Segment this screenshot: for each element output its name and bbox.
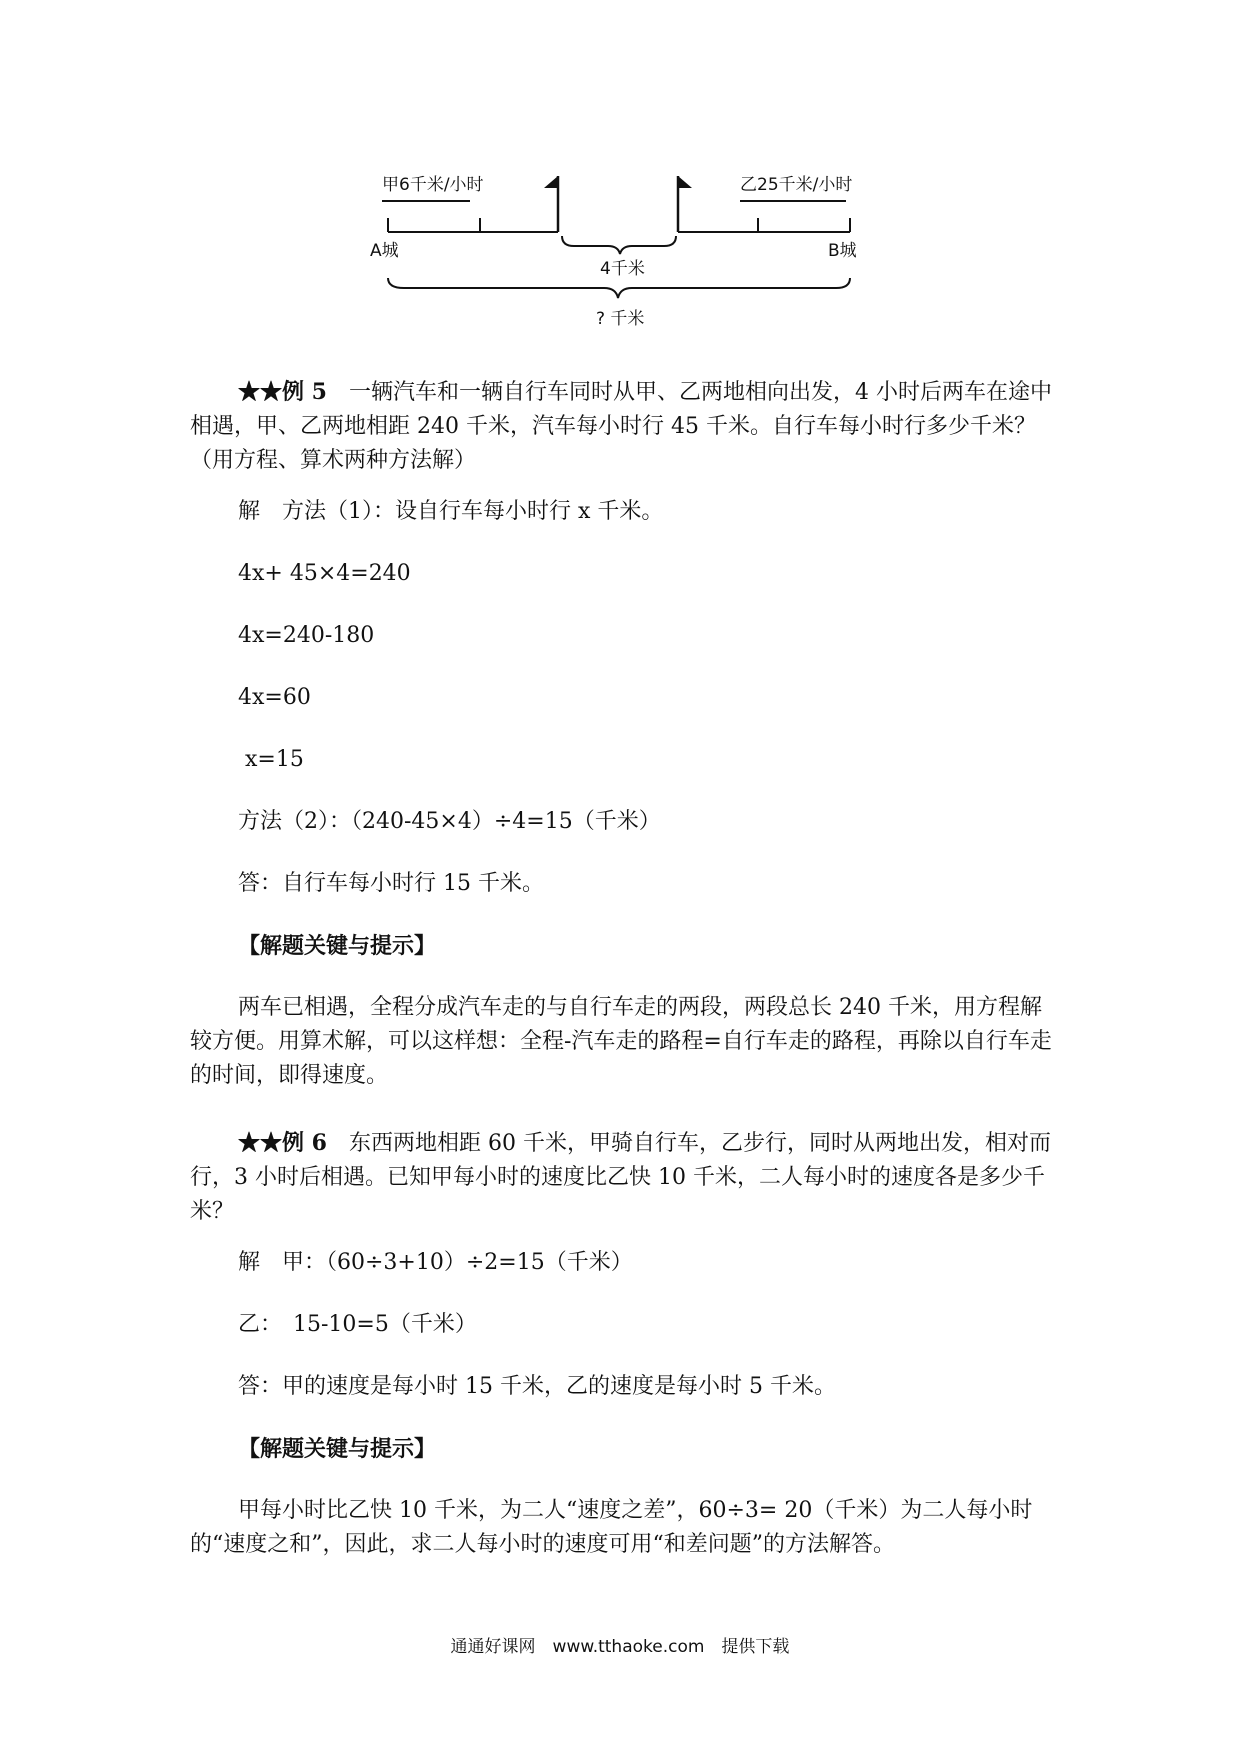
- example6-solution-yi: 乙： 15-10=5（千米）: [238, 1312, 477, 1337]
- example6-question: [190, 1126, 1055, 1229]
- total-brace: [388, 278, 850, 298]
- example5-question-text: 一辆汽车和一辆自行车同时从甲、乙两地相向出发，4 小时后两车在途中相遇，甲、乙两地相距 240 千米，汽车每小时行 45 千米。自行车每小时行多少千米？（用方程、算术两种方法解）: [190, 380, 1052, 473]
- distance-diagram: [360, 160, 880, 340]
- example5-hint: 两车已相遇，全程分成汽车走的与自行车走的两段，两段总长 240 千米，用方程解较方便。用算术解，可以这样想：全程-汽车走的路程=自行车走的路程，再除以自行车走的时间，即得速度。: [190, 995, 1052, 1088]
- example6-hint-title: 【解题关键与提示】: [238, 1436, 437, 1462]
- example6-title: 例 6: [282, 1130, 327, 1156]
- example5-equation-4: x=15: [238, 747, 304, 772]
- example5-answer: 答：自行车每小时行 15 千米。: [238, 871, 544, 896]
- city-a-label: A城: [370, 241, 399, 261]
- city-b-label: B城: [828, 241, 857, 261]
- right-flag-icon: [678, 176, 692, 188]
- right-speed-label: 乙25千米/小时: [740, 175, 853, 195]
- example5-equation-3: 4x=60: [238, 685, 311, 710]
- example6-stars: ★★: [238, 1130, 283, 1156]
- example6-solution-jia: 解 甲：（60÷3+10）÷2=15（千米）: [238, 1250, 633, 1275]
- gap-label: 4千米: [600, 259, 645, 279]
- example6-answer: 答：甲的速度是每小时 15 千米，乙的速度是每小时 5 千米。: [238, 1374, 836, 1399]
- gap-brace: [562, 236, 676, 254]
- example5-method2: 方法（2）：（240-45×4）÷4=15（千米）: [238, 809, 661, 834]
- example5-stars: ★★: [238, 379, 283, 405]
- left-speed-label: 甲6千米/小时: [382, 175, 484, 195]
- left-flag-icon: [544, 176, 558, 188]
- example5-equation-2: 4x=240-180: [238, 623, 375, 648]
- example5-question: [190, 375, 1055, 478]
- example6-question-text: 东西两地相距 60 千米，甲骑自行车，乙步行，同时从两地出发，相对而行，3 小时后相遇。已知甲每小时的速度比乙快 10 千米，二人每小时的速度各是多少千米？: [190, 1131, 1051, 1224]
- total-label: ? 千米: [596, 309, 645, 329]
- example5-solution-intro: 解 方法（1）：设自行车每小时行 x 千米。: [238, 499, 664, 524]
- example6-hint: 甲每小时比乙快 10 千米，为二人“速度之差”，60÷3= 20（千米）为二人每小时的“速度之和”，因此，求二人每小时的速度可用“和差问题”的方法解答。: [190, 1498, 1033, 1557]
- example5-equation-1: 4x+ 45×4=240: [238, 561, 411, 586]
- example5-title: 例 5: [282, 379, 327, 405]
- page-footer: 通通好课网 www.tthaoke.com 提供下载: [450, 1637, 790, 1657]
- example5-hint-title: 【解题关键与提示】: [238, 933, 437, 959]
